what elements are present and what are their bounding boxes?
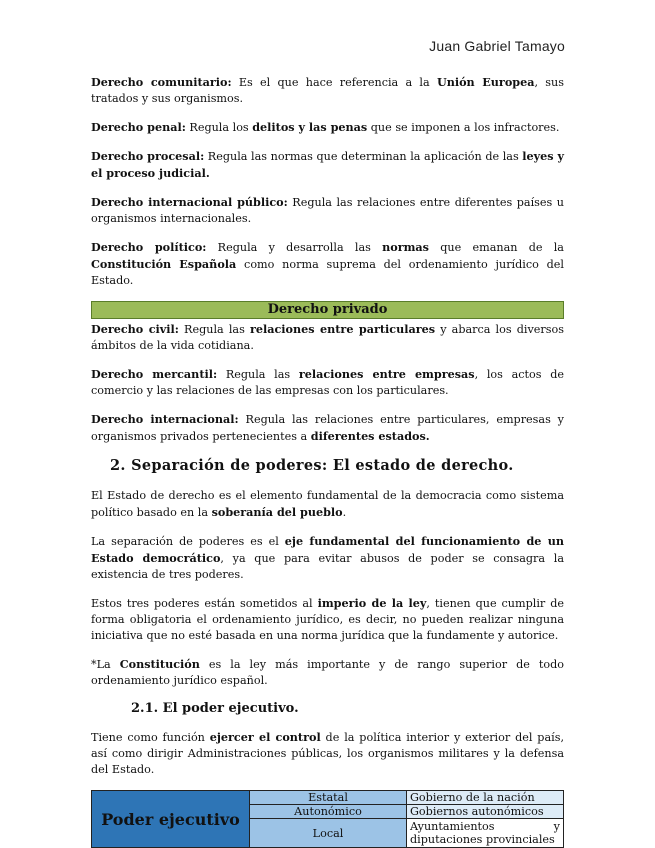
table-desc-cell: Ayuntamientos y diputaciones provinciales — [407, 819, 564, 848]
text: . — [342, 506, 347, 519]
paragraph-tres-poderes — [91, 595, 564, 644]
term: Derecho procesal: — [91, 149, 205, 163]
paragraph-derecho-civil — [91, 321, 564, 354]
text: , ya que para evitar abusos de poder se consagra la existencia de tres poderes. — [91, 552, 564, 581]
text: El Estado de derecho es el elemento fundamental de la democracia como sistema político basado en la — [91, 489, 564, 519]
text: , los actos de comercio y las relaciones de las empresas con los particulares. — [91, 368, 564, 397]
text: Es el que hace referencia a la — [231, 76, 437, 89]
paragraph-derecho-politico — [91, 239, 564, 289]
paragraph-derecho-internacional — [91, 411, 564, 445]
paragraph-estado-derecho — [91, 488, 564, 521]
emphasis: ejercer el control — [209, 730, 321, 744]
emphasis: diferentes estados. — [310, 429, 430, 443]
text: Regula las — [178, 323, 250, 336]
text: y abarca los diversos ámbitos de la vida cotidiana. — [91, 323, 564, 352]
term: Derecho penal: — [91, 120, 186, 134]
emphasis: eje fundamental del funcionamiento de un Estado democrático — [91, 534, 564, 565]
text: que se imponen a los infractores. — [367, 121, 560, 134]
text: Regula y desarrolla las — [206, 241, 383, 254]
table-level-cell: Estatal — [250, 791, 407, 805]
text: , sus tratados y sus organismos. — [91, 76, 564, 105]
table-title-cell: Poder ejecutivo — [92, 791, 250, 848]
term: Derecho político: — [91, 240, 207, 254]
paragraph-poder-ejecutivo — [91, 729, 564, 778]
table-level-cell: Autonómico — [250, 805, 407, 819]
text: Tiene como función — [91, 731, 210, 744]
text: Regula las normas que determinan la aplicación de las — [204, 150, 523, 163]
paragraph-derecho-mercantil — [91, 366, 564, 399]
section-2-heading: 2. Separación de poderes: El estado de derecho. — [110, 457, 514, 474]
paragraph-derecho-penal — [91, 119, 564, 136]
emphasis: delitos y las penas — [252, 120, 368, 134]
text: *La — [91, 658, 120, 671]
text: Estos tres poderes están sometidos al — [91, 597, 318, 610]
emphasis: leyes y el proceso judicial. — [91, 149, 564, 180]
paragraph-derecho-internacional-publico — [91, 194, 564, 227]
table-desc-cell: Gobiernos autonómicos — [407, 805, 564, 819]
derecho-privado-banner: Derecho privado — [91, 301, 564, 319]
text: de la política interior y exterior del país, así como dirigir Administraciones públicas, los organismos militares y la defensa del Estado. — [91, 731, 565, 776]
document-body — [91, 74, 564, 848]
text: Regula las — [217, 368, 299, 381]
term: Derecho internacional: — [91, 412, 239, 426]
paragraph-constitucion-note — [91, 656, 564, 689]
term: Derecho comunitario: — [91, 75, 232, 89]
emphasis: imperio de la ley — [317, 596, 427, 610]
text: que emanan de la — [428, 241, 564, 254]
table-level-cell: Local — [250, 819, 407, 848]
table-row — [92, 791, 564, 805]
text: como norma suprema del ordenamiento jurídico del Estado. — [91, 258, 564, 287]
text: Regula las relaciones entre diferentes países u organismos internacionales. — [91, 196, 564, 225]
text: , tienen que cumplir de forma obligatoria el ordenamiento jurídico, es decir, no pueden realizar ninguna iniciativa que no esté basada en una norma jurídica que la fundamente y autorice. — [91, 597, 564, 642]
emphasis: relaciones entre empresas — [298, 367, 475, 381]
table-desc-cell: Gobierno de la nación — [407, 791, 564, 805]
emphasis: relaciones entre particulares — [249, 322, 436, 336]
text: Regula los — [185, 121, 253, 134]
paragraph-separacion-poderes — [91, 533, 564, 583]
text: es la ley más importante y de rango superior de todo ordenamiento jurídico español. — [91, 658, 565, 687]
term: Derecho internacional público: — [91, 195, 288, 209]
emphasis: Unión Europea — [436, 75, 535, 89]
emphasis: Constitución Española — [91, 257, 237, 271]
poder-ejecutivo-table — [91, 790, 564, 848]
term: Derecho civil: — [91, 322, 179, 336]
term: Derecho mercantil: — [91, 367, 218, 381]
emphasis: Constitución — [119, 657, 200, 671]
text: La separación de poderes es el — [91, 535, 285, 548]
author-header: Juan Gabriel Tamayo — [429, 38, 565, 54]
emphasis: normas — [382, 240, 429, 254]
paragraph-derecho-comunitario — [91, 74, 564, 107]
text: Regula las relaciones entre particulares, empresas y organismos privados pertenecientes a — [91, 413, 565, 443]
emphasis: soberanía del pueblo — [211, 505, 343, 519]
paragraph-derecho-procesal — [91, 148, 564, 182]
section-2-1-heading: 2.1. El poder ejecutivo. — [131, 701, 299, 716]
